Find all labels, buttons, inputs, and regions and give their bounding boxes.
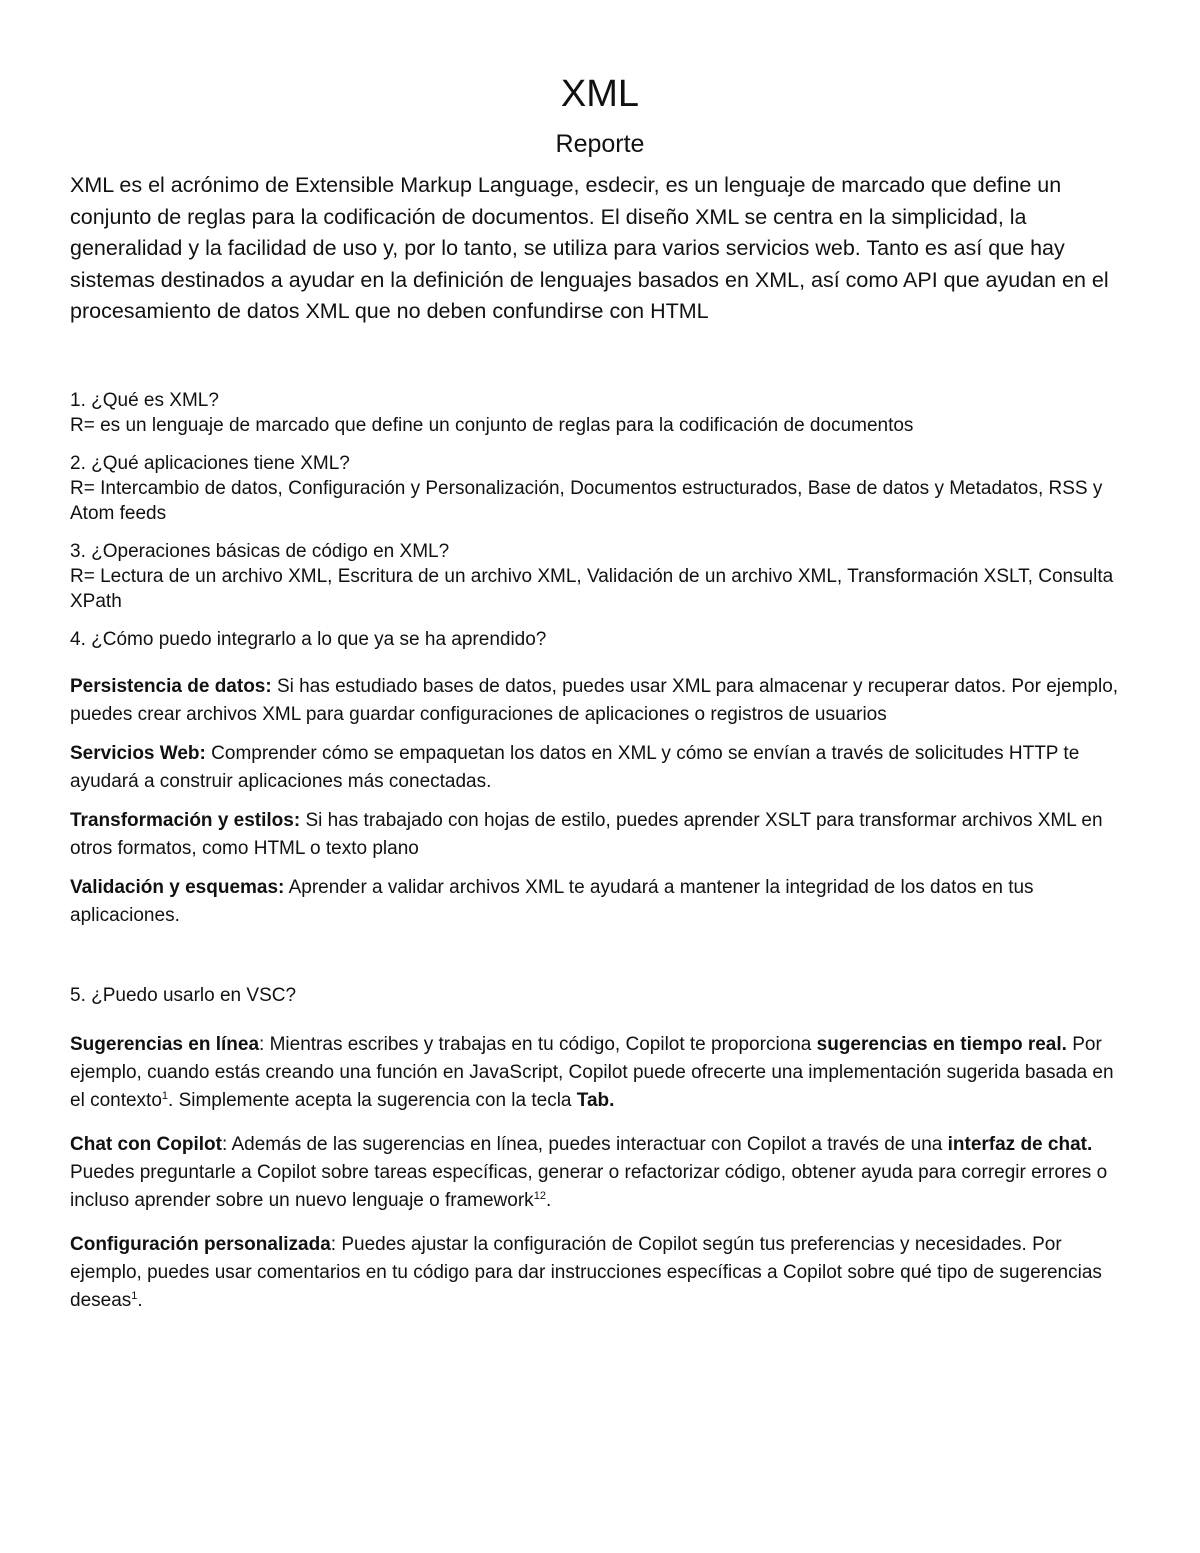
item-term: Sugerencias en línea <box>70 1033 260 1055</box>
item-text: Si has estudiado bases de datos, puedes usar XML para almacenar y recuperar datos. Por ejemplo, puedes crear archivos XML para guardar configuraciones de aplicaciones o registros de usuarios <box>70 675 1119 725</box>
question-3: 3. ¿Operaciones básicas de código en XML? <box>70 540 450 562</box>
integration-item-persistencia <box>70 673 1130 729</box>
integration-item-transformacion <box>70 807 1130 863</box>
answer-2: R= Intercambio de datos, Configuración y Personalización, Documentos estructurados, Base de datos y Metadatos, RSS y Atom feeds <box>70 477 1103 524</box>
item-term: Persistencia de datos: <box>70 675 272 697</box>
footnote-ref: 1 <box>161 1089 169 1102</box>
answer-1: R= es un lenguaje de marcado que define un conjunto de reglas para la codificación de documentos <box>70 414 914 436</box>
item-term: Transformación y estilos: <box>70 809 301 831</box>
question-5: 5. ¿Puedo usarlo en VSC? <box>70 984 297 1006</box>
vsc-item-sugerencias: Sugerencias en línea: Mientras escribes y trabajas en tu código, Copilot te proporciona sugerencias en tiempo real. Por ejemplo, cuando estás creando una función en JavaScript, Copilot puede ofrecerte una implementación sugerida basada en el contexto$^1$. Simplemente acepta la sugerencia con la tecla Tab. <box>70 1033 1114 1111</box>
footnote-ref: 1 <box>533 1189 540 1202</box>
answer-3: R= Lectura de un archivo XML, Escritura de un archivo XML, Validación de un archivo XML, Transformación XSLT, Consulta XPath <box>70 565 1114 612</box>
item-term: Validación y esquemas: <box>70 876 285 898</box>
item-term: Servicios Web: <box>70 742 206 764</box>
item-text: Si has trabajado con hojas de estilo, puedes aprender XSLT para transformar archivos XML en otros formatos, como HTML o texto plano <box>70 809 1103 859</box>
footnote-ref: 1 <box>131 1289 138 1302</box>
vsc-item-configuracion: Configuración personalizada: Puedes ajustar la configuración de Copilot según tus preferencias y necesidades. Por ejemplo, puedes usar comentarios en tu código para dar instrucciones específicas a Copilot sobre qué tipo de sugerencias deseas$^1$. <box>70 1233 1102 1311</box>
question-2: 2. ¿Qué aplicaciones tiene XML? <box>70 452 350 474</box>
item-term: Configuración personalizada <box>70 1233 331 1255</box>
document-page <box>70 70 1130 1315</box>
footnote-ref: 2 <box>539 1189 546 1202</box>
integration-item-servicios-web <box>70 740 1130 796</box>
document-subtitle: Reporte <box>555 130 645 158</box>
item-term: Chat con Copilot <box>70 1133 222 1155</box>
integration-item-validacion <box>70 874 1130 930</box>
vsc-item-chat: Chat con Copilot: Además de las sugerencias en línea, puedes interactuar con Copilot a través de una interfaz de chat. Puedes preguntarle a Copilot sobre tareas específicas, generar o refactorizar código, obtener ayuda para corregir errores o incluso aprender sobre un nuevo lenguaje o framework$^{12}$. <box>70 1133 1108 1211</box>
question-1: 1. ¿Qué es XML? <box>70 389 219 411</box>
document-title: XML <box>560 73 640 115</box>
question-4: 4. ¿Cómo puedo integrarlo a lo que ya se ha aprendido? <box>70 628 547 650</box>
item-text: Aprender a validar archivos XML te ayudará a mantener la integridad de los datos en tus aplicaciones. <box>70 876 1034 926</box>
item-text: Comprender cómo se empaquetan los datos en XML y cómo se envían a través de solicitudes HTTP te ayudará a construir aplicaciones más conectadas. <box>70 742 1080 792</box>
intro-paragraph: XML es el acrónimo de Extensible Markup Language, esdecir, es un lenguaje de marcado que define un conjunto de reglas para la codificación de documentos. El diseño XML se centra en la simplicidad, la generalidad y la facilidad de uso y, por lo tanto, se utiliza para varios servicios web. Tanto es así que hay sistemas destinados a ayudar en la definición de lenguajes basados en XML, así como API que ayudan en el procesamiento de datos XML que no deben confundirse con HTML <box>70 173 1109 323</box>
